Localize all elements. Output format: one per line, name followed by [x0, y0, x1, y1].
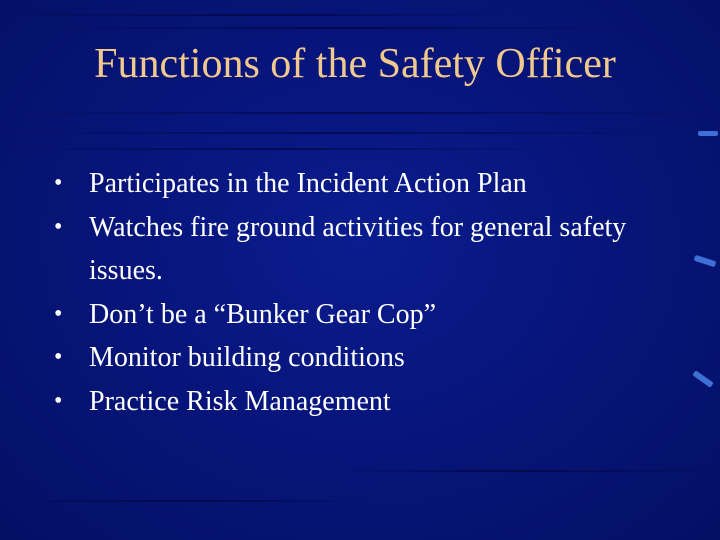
- decorative-glint: [698, 131, 718, 136]
- decorative-glint: [694, 255, 717, 268]
- background-streak: [0, 14, 520, 16]
- background-streak: [0, 148, 560, 150]
- bullet-item: [54, 380, 674, 424]
- bullet-text: Don’t be a “Bunker Gear Cop”: [89, 298, 437, 330]
- bullet-text: Practice Risk Management: [89, 385, 391, 417]
- bullet-text: Participates in the Incident Action Plan: [89, 168, 527, 199]
- background-streak: [0, 112, 720, 114]
- background-streak: [0, 500, 380, 502]
- bullet-item: [54, 206, 674, 293]
- decorative-glint: [692, 370, 713, 388]
- slide-title: Functions of the Safety Officer: [94, 41, 616, 87]
- background-streak: [0, 132, 690, 134]
- bullet-marker: •: [54, 387, 63, 414]
- bullet-item: [54, 162, 674, 206]
- background-streak: [40, 27, 640, 29]
- bullet-marker: •: [54, 170, 63, 196]
- bullet-marker: •: [54, 344, 63, 370]
- bullet-marker: •: [54, 213, 63, 240]
- bullet-item: [54, 336, 674, 380]
- bullet-marker: •: [54, 300, 63, 327]
- background-streak: [320, 470, 720, 472]
- bullet-item: [54, 293, 674, 337]
- bullet-text: Monitor building conditions: [89, 342, 405, 373]
- bullet-text: Watches fire ground activities for general safety issues.: [89, 211, 627, 286]
- bullet-list: [54, 162, 674, 423]
